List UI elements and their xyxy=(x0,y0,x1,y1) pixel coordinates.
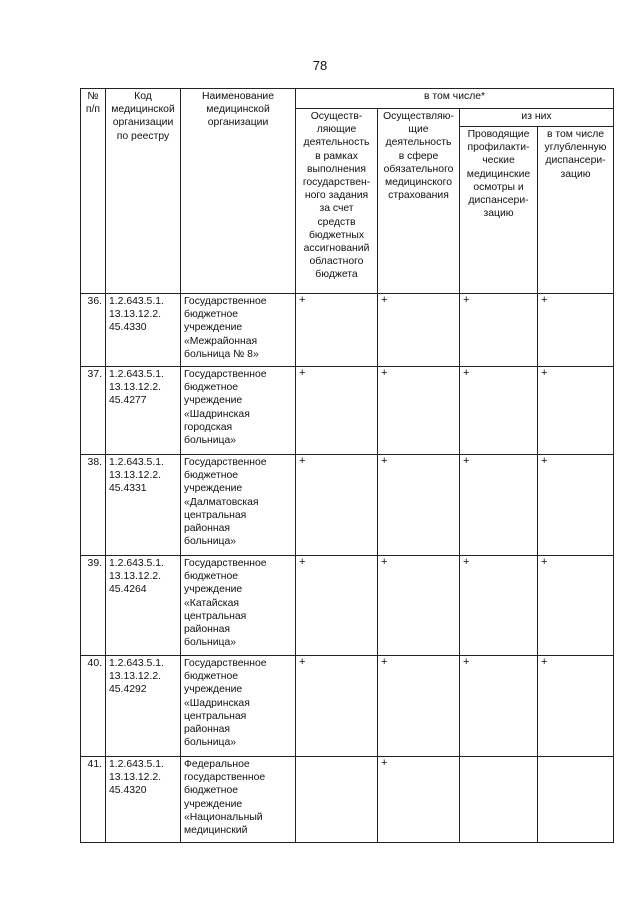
row-number: 40. xyxy=(81,656,106,757)
table-row xyxy=(81,455,614,556)
row-budget-mark: + xyxy=(296,556,378,656)
header-checkups: Проводящие профилакти- ческие медицинские осмотры и диспансери- зацию xyxy=(460,127,538,294)
row-deep-mark: + xyxy=(538,367,614,455)
row-number: 37. xyxy=(81,367,106,455)
row-deep-mark: + xyxy=(538,656,614,757)
medical-organizations-table xyxy=(80,88,614,843)
header-of-them: из них xyxy=(460,109,614,127)
row-name: Федеральное государственное бюджетное учреждение «Национальный медицинский xyxy=(181,757,296,843)
row-insurance-mark: + xyxy=(378,294,460,367)
row-deep-mark: + xyxy=(538,455,614,556)
page-number: 78 xyxy=(312,58,328,73)
row-code: 1.2.643.5.1. 13.13.12.2. 45.4292 xyxy=(106,656,181,757)
row-deep-mark: + xyxy=(538,556,614,656)
row-checkups-mark: + xyxy=(460,455,538,556)
row-checkups-mark: + xyxy=(460,656,538,757)
row-name: Государственное бюджетное учреждение «Шадринская городская больница» xyxy=(181,367,296,455)
row-checkups-mark: + xyxy=(460,556,538,656)
row-code: 1.2.643.5.1. 13.13.12.2. 45.4331 xyxy=(106,455,181,556)
table-row xyxy=(81,294,614,367)
header-name: Наименование медицинской организации xyxy=(181,89,296,294)
row-insurance-mark: + xyxy=(378,757,460,843)
row-budget-mark: + xyxy=(296,294,378,367)
row-code: 1.2.643.5.1. 13.13.12.2. 45.4320 xyxy=(106,757,181,843)
row-deep-mark: + xyxy=(538,294,614,367)
header-row-1 xyxy=(81,89,614,109)
row-name: Государственное бюджетное учреждение «Межрайонная больница № 8» xyxy=(181,294,296,367)
row-insurance-mark: + xyxy=(378,656,460,757)
table-row xyxy=(81,556,614,656)
header-num: № п/п xyxy=(81,89,106,294)
row-code: 1.2.643.5.1. 13.13.12.2. 45.4277 xyxy=(106,367,181,455)
row-number: 38. xyxy=(81,455,106,556)
row-insurance-mark: + xyxy=(378,367,460,455)
row-code: 1.2.643.5.1. 13.13.12.2. 45.4330 xyxy=(106,294,181,367)
row-insurance-mark: + xyxy=(378,556,460,656)
row-code: 1.2.643.5.1. 13.13.12.2. 45.4264 xyxy=(106,556,181,656)
row-name: Государственное бюджетное учреждение «Далматовская центральная районная больница» xyxy=(181,455,296,556)
header-code: Код медицинской организации по реестру xyxy=(106,89,181,294)
row-number: 36. xyxy=(81,294,106,367)
table-row xyxy=(81,367,614,455)
row-checkups-mark xyxy=(460,757,538,843)
row-budget-mark: + xyxy=(296,656,378,757)
row-checkups-mark: + xyxy=(460,294,538,367)
table-row xyxy=(81,757,614,843)
row-deep-mark xyxy=(538,757,614,843)
row-number: 41. xyxy=(81,757,106,843)
row-number: 39. xyxy=(81,556,106,656)
header-deep: в том числе углубленную диспансери- зацию xyxy=(538,127,614,294)
row-budget-mark: + xyxy=(296,367,378,455)
header-including: в том числе* xyxy=(296,89,614,109)
header-insurance: Осуществляю- щие деятельность в сфере обязательного медицинского страхования xyxy=(378,109,460,294)
row-checkups-mark: + xyxy=(460,367,538,455)
header-budget: Осуществ- ляющие деятельность в рамках выполнения государствен- ного задания за счет средств бюджетных ассигнований областного бюджета xyxy=(296,109,378,294)
row-name: Государственное бюджетное учреждение «Шадринская центральная районная больница» xyxy=(181,656,296,757)
row-insurance-mark: + xyxy=(378,455,460,556)
row-name: Государственное бюджетное учреждение «Катайская центральная районная больница» xyxy=(181,556,296,656)
table-row xyxy=(81,656,614,757)
row-budget-mark: + xyxy=(296,455,378,556)
row-budget-mark xyxy=(296,757,378,843)
